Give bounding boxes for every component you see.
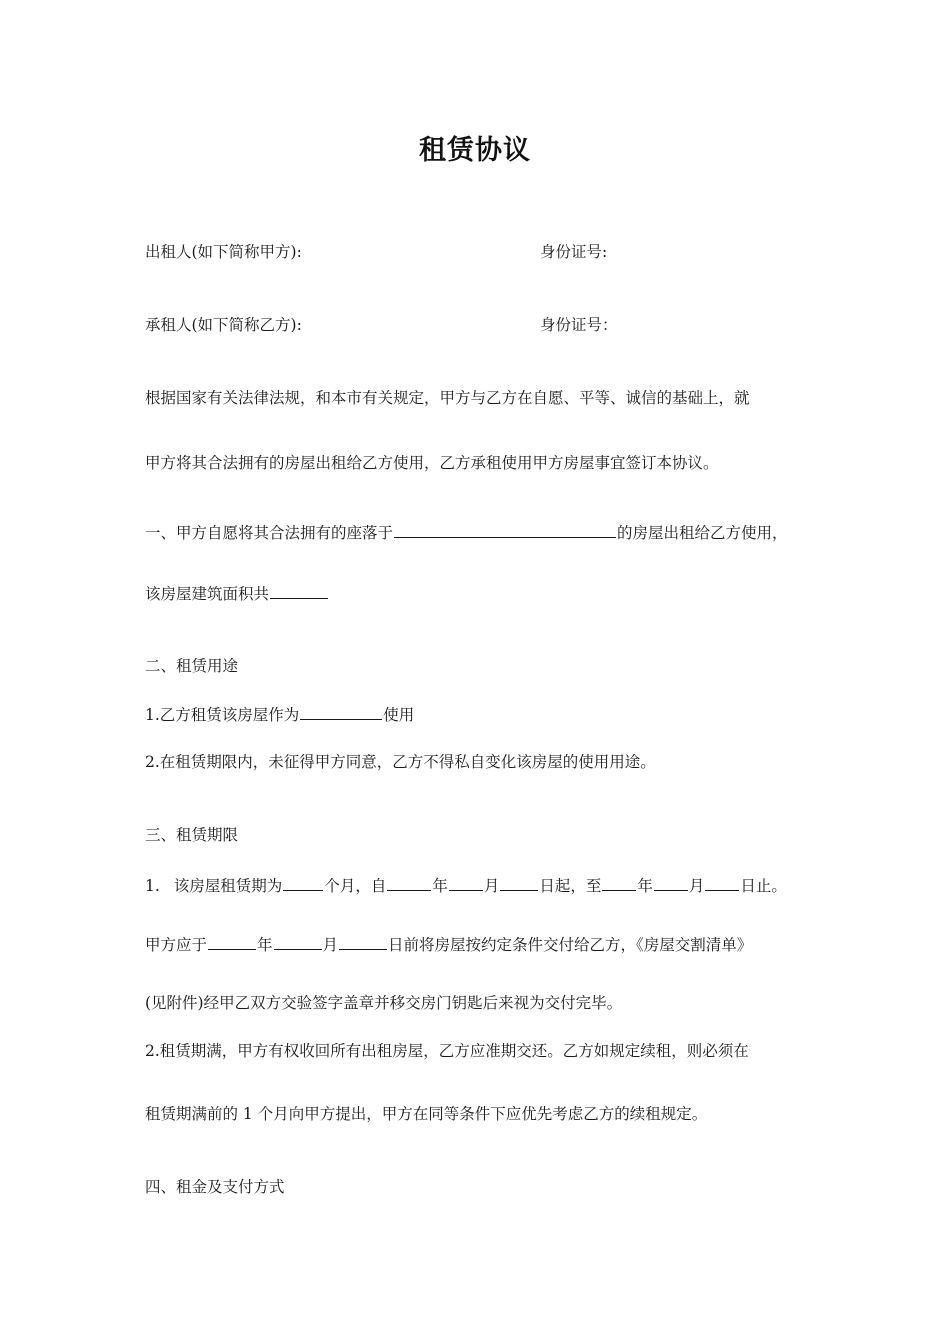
delivery-year-blank[interactable] [208,933,256,950]
start-year-label: 年 [432,877,448,895]
section-3-item-2-line-2: 租赁期满前的 1 个月向甲方提出，甲方在同等条件下应优先考虑乙方的续租规定。 [145,1105,708,1123]
section-1-text-b: 的房屋出租给乙方使用， [617,524,788,542]
delivery-month-blank[interactable] [274,933,322,950]
section-3-line-3: (见附件)经甲乙双方交验签字盖章并移交房门钥匙后来视为交付完毕。 [145,994,623,1012]
delivery-text-a: 甲方应于 [145,936,208,954]
delivery-month-label: 月 [322,936,339,954]
section-3-end-text: 日止。 [740,877,787,895]
section-1-line-2 [145,582,329,605]
lessee-label: 承租人(如下简称乙方): [145,316,302,334]
lessee-id-label: 身份证号： [540,316,618,334]
end-month-label: 月 [688,877,705,895]
section-2-item-2: 2.在租赁期限内，未征得甲方同意，乙方不得私自变化该房屋的使用用途。 [145,753,656,771]
section-2-item-1-text-a: 1.乙方租赁该房屋作为 [145,706,300,724]
section-3-item-1 [145,874,787,897]
intro-line-1: 根据国家有关法律法规，和本市有关规定，甲方与乙方在自愿、平等、诚信的基础上，就 [145,389,750,407]
section-3-to-text: 日起，至 [539,877,602,895]
lessor-label: 出租人(如下简称甲方): [145,243,302,261]
start-month-label: 月 [483,877,500,895]
end-day-blank[interactable] [705,874,739,891]
section-3-line-2 [145,933,752,956]
section-3-from-text: 个月，自 [324,877,387,895]
months-blank[interactable] [283,874,323,891]
section-2-item-1-text-b: 使用 [383,706,415,724]
delivery-year-label: 年 [257,936,273,954]
start-day-blank[interactable] [500,874,538,891]
document-title: 租赁协议 [419,135,531,166]
usage-blank[interactable] [300,703,382,720]
section-4-heading: 四、租金及支付方式 [145,1178,285,1196]
location-blank[interactable] [394,521,616,538]
end-month-blank[interactable] [654,874,688,891]
section-3-item-1-num: 1. [145,877,160,895]
delivery-text-b: 日前将房屋按约定条件交付给乙方，《房屋交割清单》 [388,936,753,954]
lessor-id-label: 身份证号: [540,243,608,261]
section-3-heading: 三、租赁期限 [145,826,239,844]
section-2-heading: 二、租赁用途 [145,657,239,675]
start-month-blank[interactable] [449,874,483,891]
section-1-line-1 [145,521,788,544]
end-year-blank[interactable] [602,874,636,891]
start-year-blank[interactable] [387,874,431,891]
section-2-item-1 [145,703,414,726]
section-3-term-text: 该房屋租赁期为 [173,877,283,895]
delivery-day-blank[interactable] [339,933,387,950]
end-year-label: 年 [637,877,653,895]
area-blank[interactable] [270,582,328,599]
section-1-area-text: 该房屋建筑面积共 [145,585,270,603]
intro-line-2: 甲方将其合法拥有的房屋出租给乙方使用，乙方承租使用甲方房屋事宜签订本协议。 [145,454,719,472]
section-3-item-2-line-1: 2.租赁期满，甲方有权收回所有出租房屋，乙方应准期交还。乙方如规定续租，则必须在 [145,1042,749,1060]
section-1-text-a: 一、甲方自愿将其合法拥有的座落于 [145,524,394,542]
